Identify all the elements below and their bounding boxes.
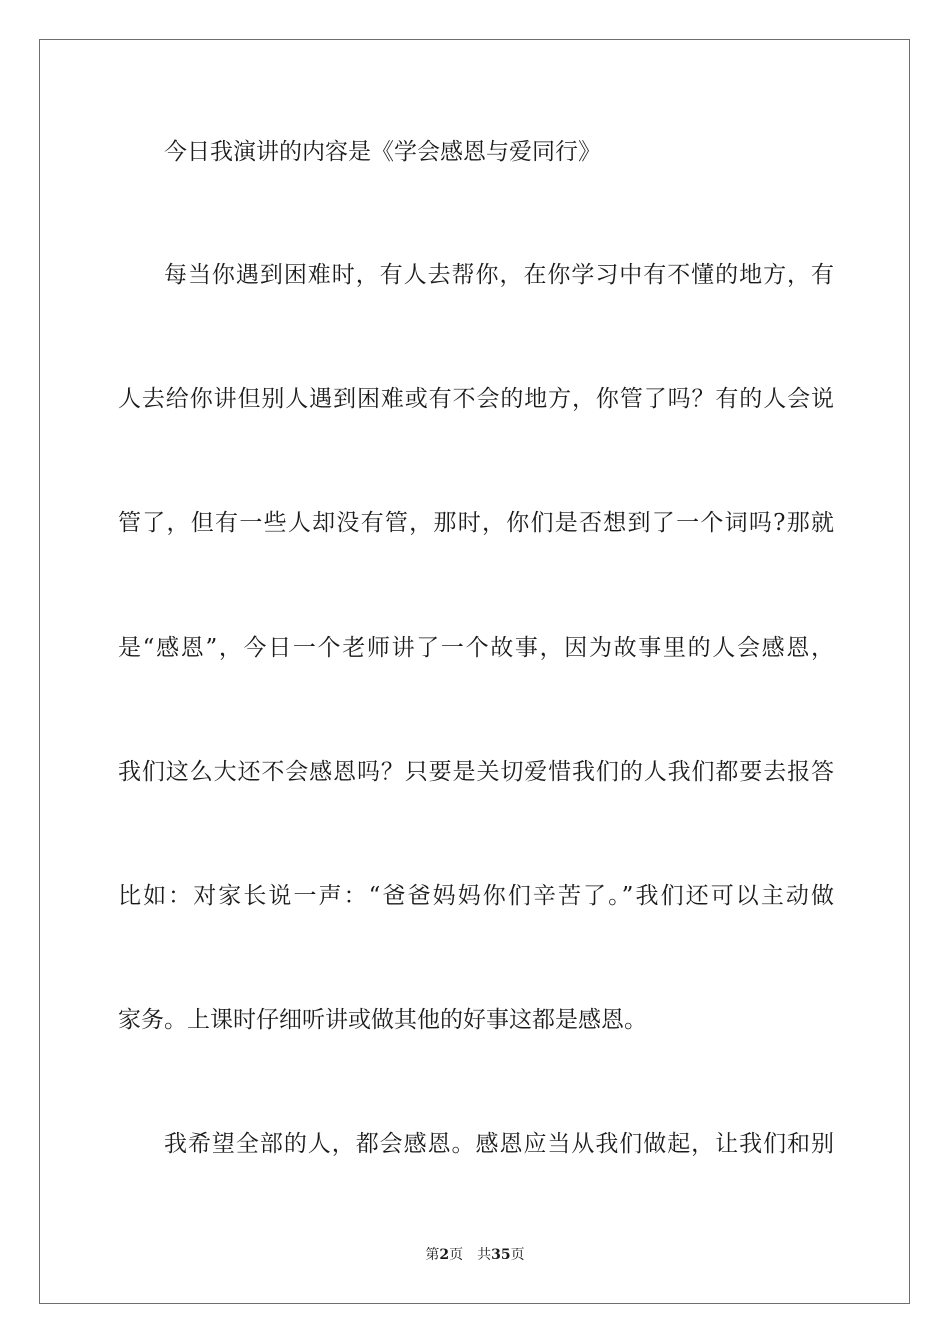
paragraph-line-5: 是“感恩”，今日一个老师讲了一个故事，因为故事里的人会感恩， bbox=[118, 635, 834, 661]
total-prefix: 共 bbox=[477, 1247, 492, 1263]
paragraph-line-8: 家务。上课时仔细听讲或做其他的好事这都是感恩。 bbox=[118, 1007, 647, 1033]
page-prefix: 第 bbox=[425, 1247, 440, 1263]
paragraph-line-3: 人去给你讲但别人遇到困难或有不会的地方，你管了吗？有的人会说 bbox=[118, 386, 834, 412]
page-number: 2 bbox=[439, 1247, 450, 1263]
total-pages: 35 bbox=[491, 1247, 511, 1263]
paragraph-line-7: 比如：对家长说一声：“爸爸妈妈你们辛苦了。”我们还可以主动做 bbox=[118, 883, 834, 909]
paragraph-line-1: 今日我演讲的内容是《学会感恩与爱同行》 bbox=[164, 139, 601, 165]
paragraph-line-9: 我希望全部的人，都会感恩。感恩应当从我们做起，让我们和别 bbox=[164, 1131, 834, 1157]
paragraph-line-2: 每当你遇到困难时，有人去帮你，在你学习中有不懂的地方，有 bbox=[164, 262, 834, 288]
page-frame bbox=[39, 39, 910, 1304]
total-suffix: 页 bbox=[510, 1247, 525, 1263]
page-suffix: 页 bbox=[449, 1247, 464, 1263]
paragraph-line-6: 我们这么大还不会感恩吗？只要是关切爱惜我们的人我们都要去报答 bbox=[118, 759, 834, 785]
paragraph-line-4: 管了，但有一些人却没有管，那时，你们是否想到了一个词吗?那就 bbox=[118, 510, 834, 536]
page-footer bbox=[0, 1245, 950, 1265]
